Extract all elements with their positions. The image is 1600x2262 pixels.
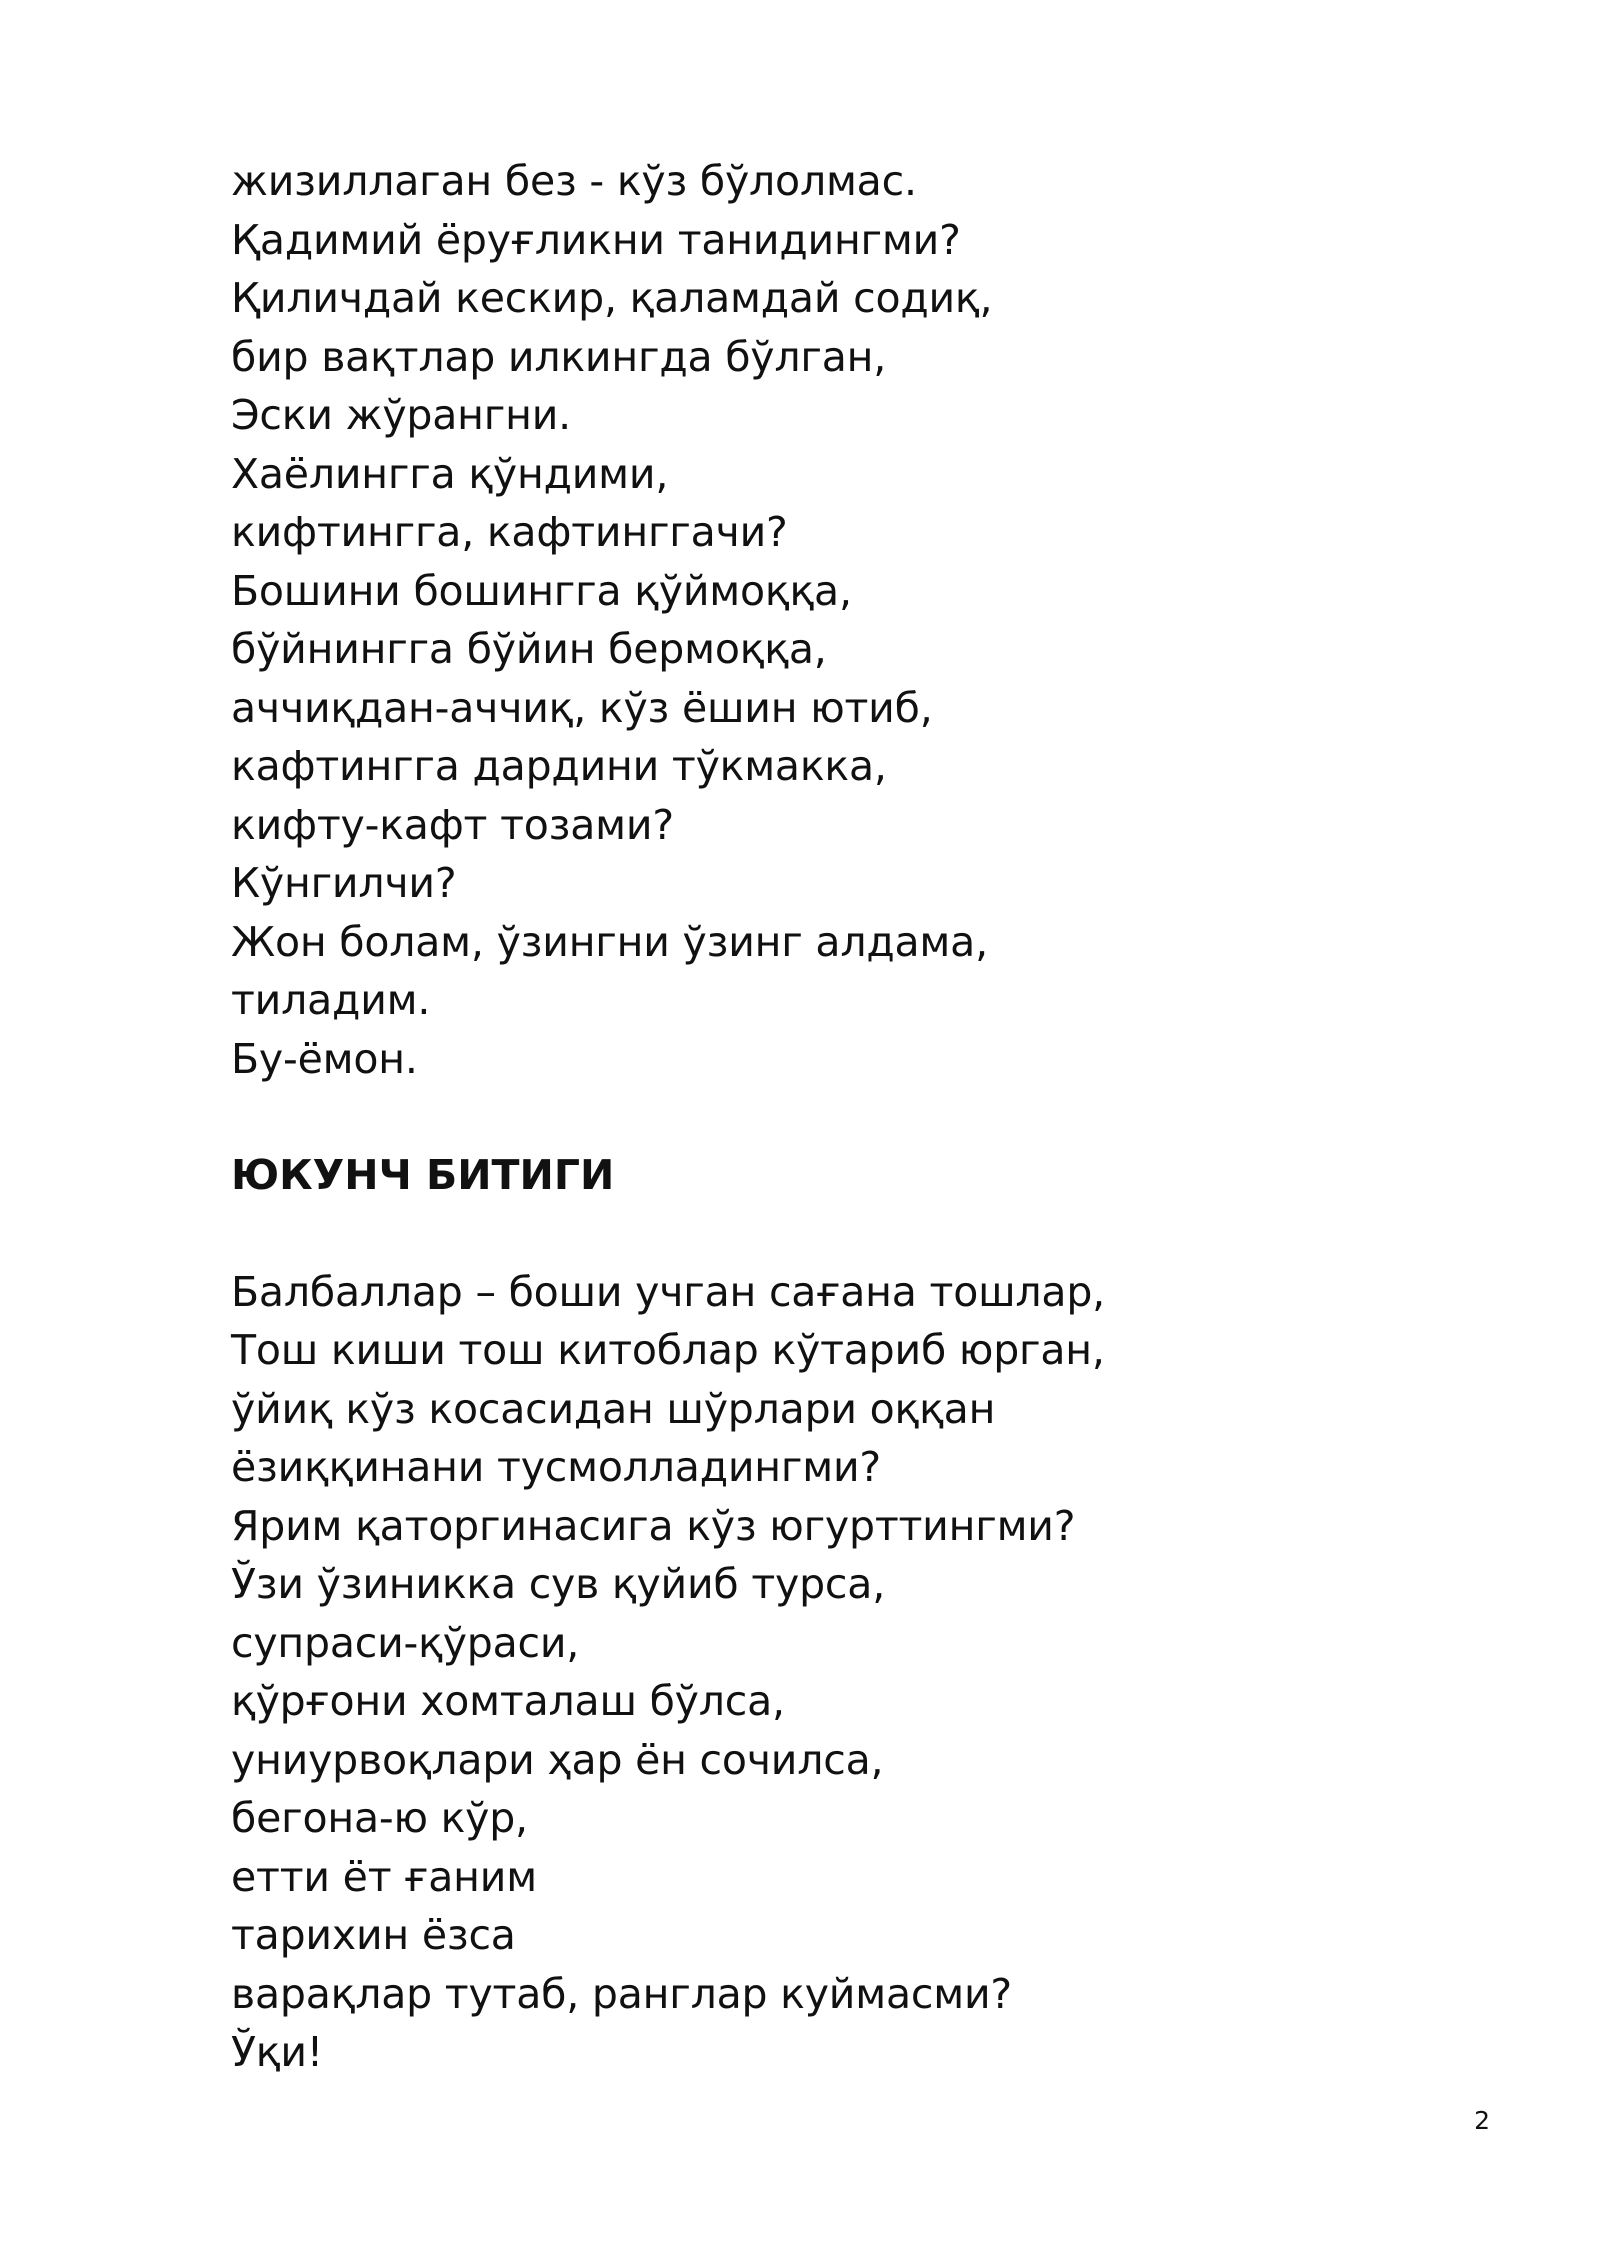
- poem-line: тарихин ёзса: [231, 1911, 516, 1959]
- poem-line: етти ёт ғаним: [231, 1852, 537, 1901]
- poem-title: ЮКУНЧ БИТИГИ: [231, 1151, 615, 1199]
- poem-line: кифту-кафт тозами?: [231, 800, 674, 849]
- poem-line: Тош киши тош китоблар кўтариб юрган,: [231, 1326, 1105, 1374]
- poem-stanza-1: [231, 152, 1431, 1088]
- poem-line: Хаёлингга қўндими,: [231, 449, 669, 498]
- poem-line: бегона-ю кўр,: [231, 1794, 528, 1842]
- poem-line: Жон болам, ўзингни ўзинг алдама,: [231, 917, 988, 966]
- poem-line: Эски жўрангни.: [231, 391, 571, 439]
- poem-line: Ўқи!: [231, 2028, 324, 2076]
- poem-line: Қиличдай кескир, қаламдай содиқ,: [231, 274, 993, 322]
- poem-line: Ўзи ўзиникка сув қуйиб турса,: [231, 1560, 886, 1608]
- page-number: 2: [1474, 2106, 1490, 2135]
- poem-line: супраси-қўраси,: [231, 1618, 580, 1667]
- poem-line: ёзиққинани тусмолладингми?: [231, 1443, 881, 1491]
- poem-line: Бу-ёмон.: [231, 1034, 418, 1083]
- poem-stanza-2: [231, 1263, 1431, 2082]
- poem-line: Бошини бошингга қўймоққа,: [231, 566, 852, 615]
- poem-line: тиладим.: [231, 976, 431, 1024]
- poem-line: қўрғони хомталаш бўлса,: [231, 1677, 785, 1725]
- poem-line: Ярим қаторгинасига кўз югурттингми?: [231, 1501, 1076, 1550]
- poem-line: жизиллаган без - кўз бўлолмас.: [231, 157, 917, 205]
- poem-line: бир вақтлар илкингда бўлган,: [231, 332, 887, 381]
- poem-line: униурвоқлари ҳар ён сочилса,: [231, 1735, 884, 1784]
- poem-content: [231, 152, 1431, 2082]
- poem-line: Кўнгилчи?: [231, 859, 457, 907]
- poem-line: Балбаллар – боши учган сағана тошлар,: [231, 1267, 1105, 1316]
- poem-line: ўйиқ кўз косасидан шўрлари оққан: [231, 1384, 996, 1433]
- poem-line: Қадимий ёруғликни танидингми?: [231, 215, 961, 264]
- poem-line: кафтингга дардини тўкмакка,: [231, 742, 887, 790]
- poem-line: варақлар тутаб, ранглар куймасми?: [231, 1969, 1012, 2018]
- poem-line: аччиқдан-аччиқ, кўз ёшин ютиб,: [231, 683, 933, 732]
- poem-line: бўйнингга бўйин бермоққа,: [231, 625, 827, 673]
- poem-line: кифтингга, кафтинггачи?: [231, 508, 788, 556]
